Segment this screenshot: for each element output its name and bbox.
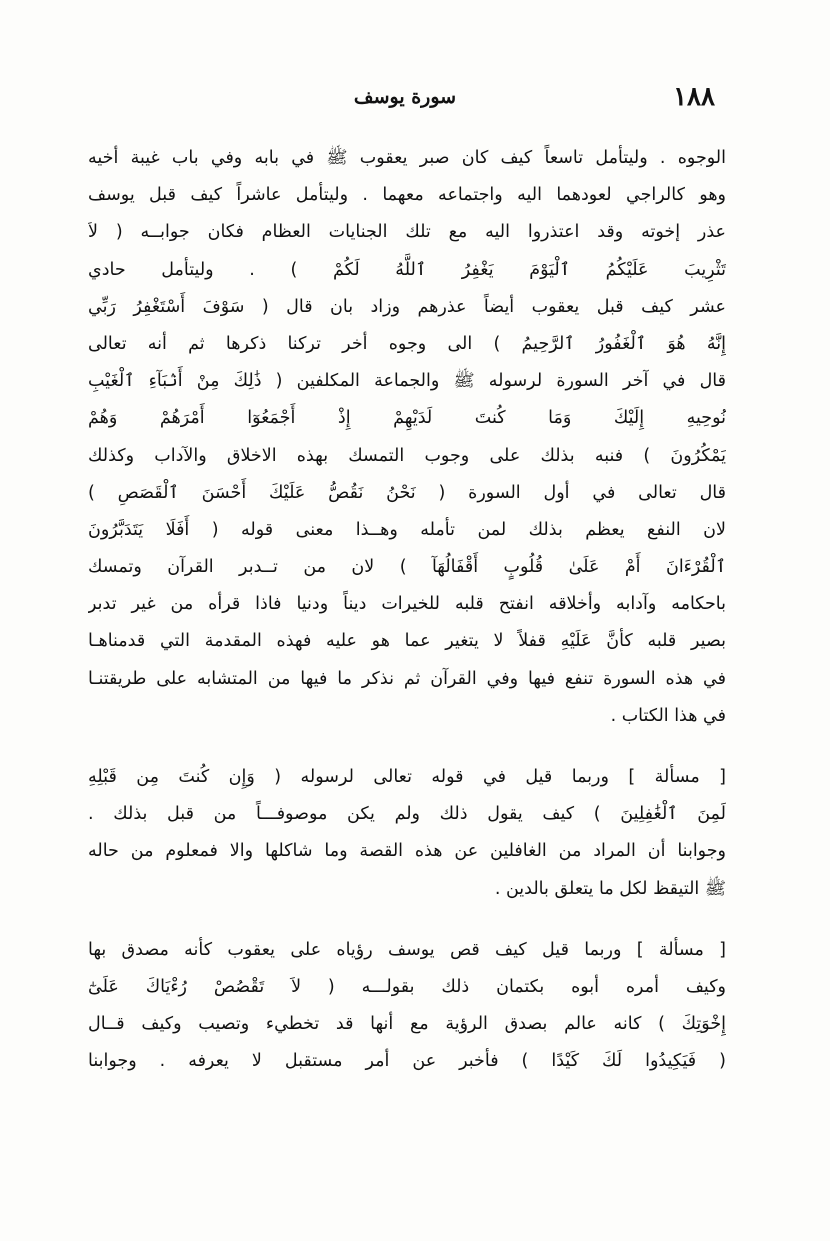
text-line: وهو كالراجي لعودهما اليه واجتماعه معهما . وليتأمل عاشراً كيف قبل يوسف [88, 185, 726, 206]
text-line: يَمْكُرُونَ ) فنبه بذلك على وجوب التمسك بهذه الاخلاق والآداب وكذلك [88, 445, 726, 466]
text-line: [ مسألة ] وربما قيل في قوله تعالى لرسوله ( وَإِن كُنتَ مِن قَبْلِهِ [88, 767, 726, 787]
text-line: إِخْوَتِكَ ) كانه عالم بصدق الرؤية مع أنها قد تخطيء وتصيب وكيف قــال [88, 1014, 726, 1035]
text-line: لان النفع يعظم بذلك لمن تأمله وهــذا معنى قوله ( أَفَلَا يَتَدَبَّرُونَ [88, 519, 726, 540]
text-line: قال في آخر السورة لرسوله ﷺ والجماعة المكلفين ( ذَٰلِكَ مِنْ أَنۢبَآءِ ٱلْغَيْبِ [88, 371, 726, 392]
text-line: عشر كيف قبل يعقوب أيضاً عذرهم وزاد بان قال ( سَوْفَ أَسْتَغْفِرُ رَبِّي [88, 296, 726, 317]
text-line: إِنَّهُ هُوَ ٱلْغَفُورُ ٱلرَّحِيمُ ) الى وجوه أخر تركنا ذكرها ثم أنه تعالى [88, 333, 726, 354]
body-text [88, 140, 726, 1081]
text-line: وجوابنا أن المراد من الغافلين عن هذه القصة وما شاكلها والا فمعلوم من حاله [88, 841, 726, 862]
text-line: [ مسألة ] وربما قيل كيف قص يوسف رؤياه على يعقوب كأنه مصدق بها [88, 939, 726, 960]
text-line: تَثْرِيبَ عَلَيْكُمُ ٱلْيَوْمَ يَغْفِرُ ٱللَّهُ لَكُمْ ) . وليتأمل حادي [88, 259, 726, 280]
text-line: بصير قلبه كأنَّ عَلَيْهِ قفلاً لا يتغير عما هو عليه فهذه المقدمة التي قدمناهـا [88, 631, 726, 652]
page-header [95, 82, 715, 122]
paragraph-question-1 [88, 759, 726, 908]
text-line: ﷺ التيقظ لكل ما يتعلق بالدين . [494, 878, 726, 899]
paragraph-question-2 [88, 932, 726, 1081]
text-line: نُوحِيهِ إِلَيْكَ وَمَا كُنتَ لَدَيْهِمْ إِذْ أَجْمَعُوٓا أَمْرَهُمْ وَهُمْ [88, 408, 726, 429]
text-line: باحكامه وآدابه وأخلاقه انفتح قلبه للخيرات ديناً ودنيا فاذا قرأه من غير تدبر [88, 594, 726, 615]
text-line: وكيف أمره أبوه بكتمان ذلك بقولـــه ( لاَ تَقْصُصْ رُءْيَاكَ عَلَىٰٓ [88, 976, 726, 997]
text-line: في هذه السورة تنفع فيها وفي القرآن ثم نذكر ما فيها من المتشابه على طريقتنـا [88, 668, 726, 689]
text-line: في هذا الكتاب . [610, 705, 726, 726]
paragraph-gap [88, 735, 726, 759]
page-number: ١٨٨ [673, 82, 715, 112]
text-line: عذر إخوته وقد اعتذروا اليه مع تلك الجنايات العظام فكان جوابــه ( لاَ [88, 222, 726, 243]
paragraph-intro [88, 140, 726, 735]
text-line: الوجوه . وليتأمل تاسعاً كيف كان صبر يعقوب ﷺ في بابه وفي باب غيبة أخيه [88, 148, 726, 168]
running-title: سورة يوسف [353, 86, 457, 108]
text-line: ٱلْقُرْءَانَ أَمْ عَلَىٰ قُلُوبٍ أَقْفَالُهَآ ) لان من تــدبر القرآن وتمسك [88, 557, 726, 578]
paragraph-gap [88, 908, 726, 932]
text-line: لَمِنَ ٱلْغَٰفِلِينَ ) كيف يقول ذلك ولم يكن موصوفـــاً من قبل بذلك . [88, 804, 726, 825]
text-line: قال تعالى في أول السورة ( نَحْنُ نَقُصُّ عَلَيْكَ أَحْسَنَ ٱلْقَصَصِ ) [88, 482, 726, 503]
text-line: ( فَيَكِيدُوا لَكَ كَيْدًا ) فأخبر عن أمر مستقبل لا يعرفه . وجوابنا [88, 1051, 726, 1072]
